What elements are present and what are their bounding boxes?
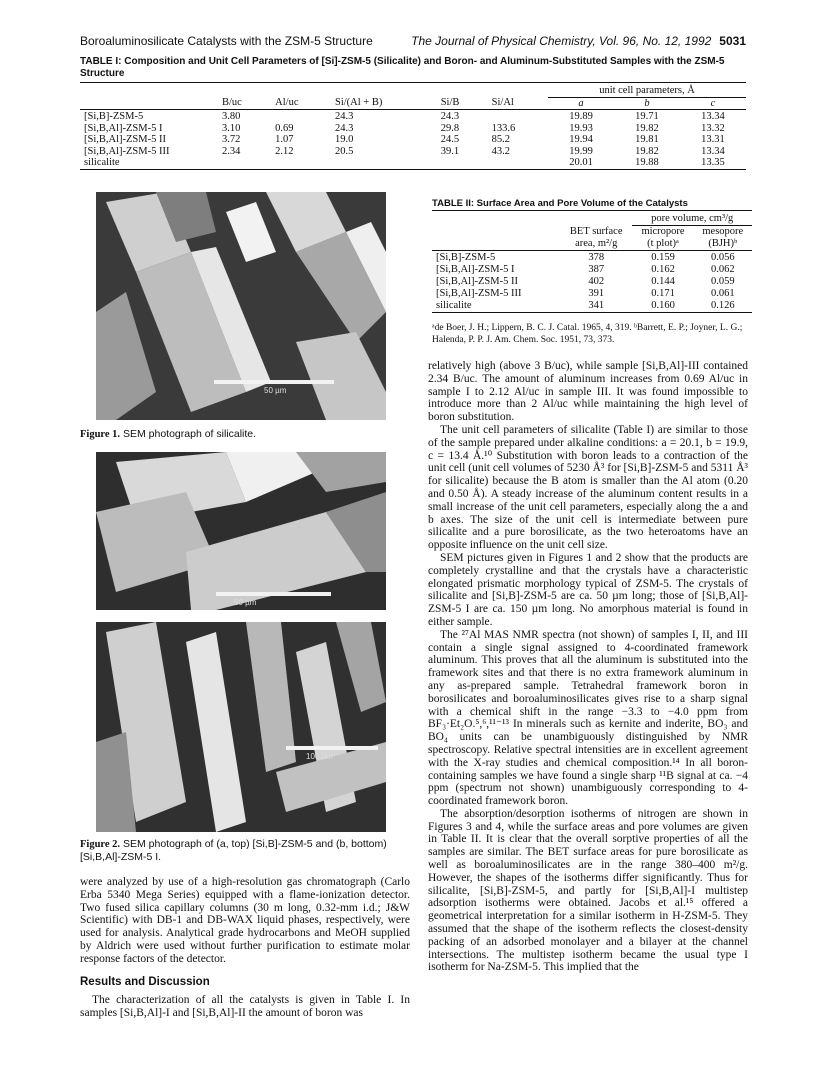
table2-cell: 0.144: [651, 276, 675, 287]
table1-col: [80, 97, 218, 110]
table1-cell: 43.2: [491, 145, 511, 157]
table1-cell: 13.31: [701, 134, 725, 145]
table1-cell: 19.71: [635, 111, 659, 122]
table1: [80, 82, 746, 170]
table2-cell: 0.056: [710, 252, 735, 263]
table1-col: a: [578, 97, 584, 109]
table2-col-bet-unit: area, m²/g: [575, 238, 618, 249]
table1-cell: [331, 157, 437, 169]
table2-caption: TABLE II: Surface Area and Pore Volume of the Catalysts: [432, 198, 688, 209]
table1-col: c: [710, 97, 716, 109]
table1-cell: 13.34: [701, 145, 725, 157]
table1-col: Si/Al: [491, 97, 514, 109]
figure2-label: Figure 2.: [80, 839, 121, 850]
table1-cell: [Si,B,Al]-ZSM-5 III: [84, 145, 170, 157]
journal-citation: [411, 34, 746, 48]
table2-cell: 0.126: [710, 300, 735, 311]
table1-cell: [271, 111, 331, 123]
table1-row: [80, 123, 746, 135]
table1-cell: [488, 157, 548, 169]
paragraph: SEM pictures given in Figures 1 and 2 show that the products are completely crystalline and that the crystals have a characteristic elongated prismatic morphology typical of ZSM-5. The crystals of silicalite and [Si,B]-ZSM-5 are ca. 50 µm long; those of [Si,B,Al]-ZSM-5 I are ca. 150 µm long. No amorphous material is found in either sample.: [428, 551, 748, 628]
table1-row: [80, 157, 746, 169]
table1-cell: 19.81: [635, 134, 659, 145]
table1-row: [80, 134, 746, 146]
table1-col: Si/(Al + B): [335, 97, 383, 109]
table1-col: Al/uc: [275, 97, 299, 109]
table1-cell: 3.80: [222, 111, 241, 122]
table2-col-meso-unit: (BJH)ᵇ: [708, 238, 738, 249]
table2-cell: 0.171: [651, 288, 675, 299]
table1-cell: [218, 157, 271, 169]
table2-row: [432, 252, 752, 264]
figure2b-sem-photo: [96, 622, 386, 832]
table1-cell: 13.34: [701, 111, 725, 122]
table1-cell: 133.6: [491, 122, 516, 134]
table2-row: [432, 264, 752, 276]
table2-cell: 0.062: [710, 264, 735, 275]
table1-col: B/uc: [222, 97, 242, 109]
table1-cell: 19.88: [635, 157, 659, 168]
section-heading: Results and Discussion: [80, 975, 210, 988]
table2-cell: [Si,B,Al]-ZSM-5 III: [436, 288, 522, 299]
figure2-caption: [80, 838, 410, 863]
table1-caption: TABLE I: Composition and Unit Cell Parameters of [Si]-ZSM-5 (Silicalite) and Boron- and Aluminum-Substituted Samples with the ZSM-5 Structure: [80, 56, 725, 79]
figure1-scale-label: 50 µm: [264, 386, 287, 395]
journal-name: The Journal of Physical Chemistry, Vol. 96, No. 12, 1992: [411, 34, 712, 48]
table1-col: Si/B: [440, 97, 460, 109]
figure1-caption: [80, 428, 410, 441]
table1-cell: 19.93: [569, 122, 593, 134]
table1-cell: [Si,B,Al]-ZSM-5 II: [84, 134, 166, 145]
left-column-text: [80, 876, 410, 1020]
table2-col-micro-unit: (t plot)ᵃ: [647, 238, 679, 249]
table1-cell: 13.35: [701, 157, 725, 168]
table1-cell: 19.0: [335, 134, 354, 145]
silicalite-crystals-illustration: [96, 192, 386, 420]
table1-cell: 19.82: [635, 122, 659, 134]
table2-row: [432, 288, 752, 300]
table1-cell: 24.5: [440, 134, 460, 145]
table2-cell: 402: [588, 276, 605, 287]
table1-group-header: unit cell parameters, Å: [548, 85, 746, 97]
figure2-caption-text: SEM photograph of (a, top) [Si,B]-ZSM-5 and (b, bottom) [Si,B,Al]-ZSM-5 I.: [80, 838, 387, 863]
figure1-caption-text: SEM photograph of silicalite.: [122, 428, 257, 440]
table2-col-bet: BET surface: [569, 225, 623, 237]
table2-cell: 341: [588, 300, 605, 311]
table1-cell: 24.3: [440, 111, 460, 122]
table2-cell: 0.162: [651, 264, 675, 275]
table2-cell: 391: [588, 288, 605, 299]
paragraph: The absorption/desorption isotherms of nitrogen are shown in Figures 3 and 4, while the surface areas and pore volumes are given in Table II. It is clear that the overall sorptive properties of all the samples are similar. The BET surface areas for pure borosilicate as well as boroaluminosilicates are in the range 380–400 m²/g. However, the shapes of the isotherms differ significantly. Thus for silicalite, [Si,B]-ZSM-5, and partly for [Si,B,Al]-I multistep adsorption isotherms were obtained. Jacobs et al.¹⁵ offered a geometrical interpretation for a similar isotherm in H-ZSM-5. They assumed that the shape of the isotherm reflects the closest-density packing of an adsorbed monolayer and a bilayer at the channel intersections. The multistep isotherm became the usual type I isotherm for Na-ZSM-5. This implied that the: [428, 807, 748, 974]
table2-cell: [Si,B]-ZSM-5: [436, 252, 496, 263]
table1-col: b: [644, 97, 650, 109]
table2-row: [432, 276, 752, 288]
paragraph: The unit cell parameters of silicalite (Table I) are similar to those of the sample prepared under alkaline conditions: a = 20.1, b = 19.9, c = 13.4 Å.¹⁰ Substitution with boron leads to a contraction of the unit cell (unit cell volumes of 5230 Å³ for [Si,B]-ZSM-5 and 5311 Å³ for silicalite) because the B atom is smaller than the Al atom (0.20 and 0.50 Å). A steady increase of the aluminum content results in a small increase of the unit cell parameters, especially along the a and b axes. The size of the unit cell is intermediate between pure silicalite and a pure borosilicate, as the two heteroatoms have an opposite influence on the unit cell size.: [428, 423, 748, 552]
figure2b-scale-label: 100 µm: [306, 752, 333, 761]
table1-cell: [488, 111, 548, 123]
table2-col-meso: mesopore: [702, 226, 744, 237]
table2-cell: [Si,B,Al]-ZSM-5 II: [436, 276, 518, 287]
table2-cell: 0.061: [710, 288, 735, 299]
table2-group-header: pore volume, cm³/g: [632, 213, 752, 226]
table1-cell: 2.12: [275, 145, 294, 157]
table1-cell: 85.2: [491, 134, 511, 145]
table1-cell: 24.3: [335, 122, 354, 134]
table1-cell: 0.69: [275, 122, 294, 134]
table1-row: [80, 111, 746, 123]
figure1-label: Figure 1.: [80, 429, 121, 440]
table1-cell: [437, 157, 488, 169]
table2-cell: 0.059: [710, 276, 735, 287]
table1-cell: 13.32: [701, 122, 725, 134]
table2: [432, 210, 752, 313]
boroaluminosilicate-crystals-illustration: [96, 622, 386, 832]
paragraph: relatively high (above 3 B/uc), while sample [Si,B,Al]-III contained 2.34 B/uc. The amount of aluminum increases from 0.69 Al/uc in sample I to 2.12 Al/uc in sample III. It was found impossible to introduce more than 2 Al/uc while maintaining the high level of boron substitution.: [428, 360, 748, 424]
table2-col-micro: micropore: [641, 226, 685, 237]
table1-cell: 2.34: [222, 145, 241, 157]
table2-cell: 378: [588, 252, 605, 263]
borosilicate-crystals-illustration: [96, 452, 386, 610]
table2-cell: 0.159: [651, 252, 675, 263]
table1-cell: 39.1: [440, 145, 460, 157]
table1-cell: 24.3: [335, 111, 354, 122]
table2-cell: 387: [588, 264, 605, 275]
table1-cell: 19.89: [569, 111, 593, 122]
table1-cell: 3.72: [222, 134, 241, 145]
table1-cell: 20.5: [335, 145, 354, 157]
running-title: Boroaluminosilicate Catalysts with the ZSM-5 Structure: [80, 34, 373, 48]
table2-cell: silicalite: [436, 300, 472, 311]
figure2a-sem-photo: [96, 452, 386, 610]
table1-cell: 20.01: [569, 157, 593, 168]
table2-row: [432, 300, 752, 312]
table1-cell: 19.94: [569, 134, 593, 145]
table2-cell: 0.160: [651, 300, 675, 311]
paragraph: The characterization of all the catalysts is given in Table I. In samples [Si,B,Al]-I and [Si,B,Al]-II the amount of boron was: [80, 994, 410, 1020]
table1-cell: [Si,B]-ZSM-5: [84, 111, 144, 122]
table1-cell: 1.07: [275, 134, 294, 145]
table1-cell: 3.10: [222, 122, 241, 134]
paragraph: were analyzed by use of a high-resolution gas chromatograph (Carlo Erba 5340 Mega Series) equipped with a flame-ionization detector. Two fused silica capillary columns (30 m long, 0.32-mm i.d.; J&W Scientific) with DB-1 and DB-WAX liquid phases, respectively, were used for analysis. Analytical grade hydrocarbons and MeOH supplied by Aldrich were used without further purification to estimate molar response factors of the detector.: [80, 876, 410, 965]
paragraph: The ²⁷Al MAS NMR spectra (not shown) of samples I, II, and III contain a single signal assigned to 4-coordinated framework aluminum. This proves that all the aluminum is substituted into the framework sites and that there is no extra framework aluminum in any as-prepared sample. Tetrahedral framework boron in borosilicates and boroaluminosilicates gives rise to a sharp signal with a chemical shift in the range −3.3 to −4.0 ppm from BF₃·Et₂O.⁵,⁶,¹¹⁻¹³ In minerals such as kernite and inderite, BO₃ and BO₄ units can be unambiguously distinguished by NMR spectroscopy. Relative spectral intensities are in excellent agreement with the X-ray studies and chemical composition.¹⁴ In all boron-containing samples we have found a single sharp ¹¹B signal at ca. −4 ppm (spectrum not shown) unambiguously corresponding to 4-coordinated framework boron.: [428, 628, 748, 808]
table1-cell: silicalite: [84, 157, 120, 168]
table1-cell: 19.99: [569, 145, 593, 157]
table1-cell: [271, 157, 331, 169]
figure2a-scale-label: 50 µm: [234, 598, 257, 607]
table1-row: [80, 146, 746, 158]
table2-cell: [Si,B,Al]-ZSM-5 I: [436, 264, 515, 275]
right-column-text: [428, 360, 748, 974]
figure1-sem-photo: [96, 192, 386, 420]
table2-footnote: ᵃde Boer, J. H.; Lippern, B. C. J. Catal. 1965, 4, 319. ᵇBarrett, E. P.; Joyner, L. G.; Halenda, P. P. J. Am. Chem. Soc. 1951, 73, 373.: [432, 323, 743, 345]
table1-cell: 19.82: [635, 145, 659, 157]
table1-cell: 29.8: [440, 122, 460, 134]
table1-cell: [Si,B,Al]-ZSM-5 I: [84, 122, 163, 134]
page-number: 5031: [719, 34, 746, 48]
